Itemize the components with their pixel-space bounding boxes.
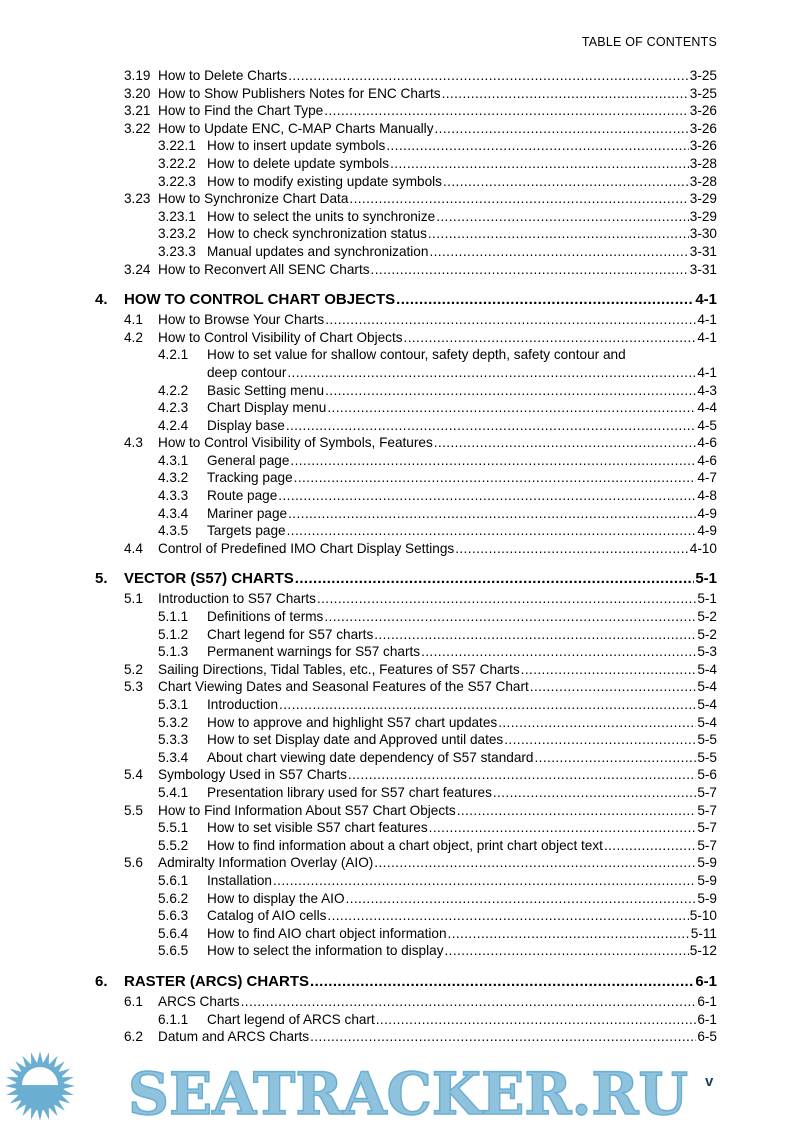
toc-entry[interactable] bbox=[95, 608, 717, 626]
entry-title: General page bbox=[207, 452, 290, 468]
entry-title: How to check synchronization status bbox=[207, 226, 427, 242]
toc-entry[interactable] bbox=[95, 696, 717, 714]
entry-page: 5-12 bbox=[689, 943, 717, 959]
entry-title: Control of Predefined IMO Chart Display Settings bbox=[158, 540, 455, 556]
entry-number: 5.5.1 bbox=[158, 820, 189, 836]
entry-page: 5-4 bbox=[697, 661, 717, 677]
entry-page: 5-5 bbox=[697, 732, 717, 748]
dot-leader bbox=[273, 872, 696, 890]
entry-number: 5.6.2 bbox=[158, 890, 189, 906]
dot-leader bbox=[457, 802, 697, 820]
sun-ray bbox=[54, 1100, 65, 1111]
sun-ray bbox=[31, 1107, 37, 1120]
sun-ray bbox=[10, 1069, 22, 1078]
toc-entry[interactable] bbox=[95, 173, 717, 191]
entry-number: 5.2 bbox=[124, 661, 143, 677]
entry-page: 3-29 bbox=[689, 191, 717, 207]
entry-title: Catalog of AIO cells bbox=[207, 908, 327, 924]
entry-title: Chart legend for S57 charts bbox=[207, 626, 374, 642]
dot-leader bbox=[294, 469, 697, 487]
entry-number: 4.2.3 bbox=[158, 400, 189, 416]
entry-title: ARCS Charts bbox=[158, 993, 240, 1009]
toc-entry[interactable] bbox=[95, 540, 717, 558]
entry-title: How to Reconvert All SENC Charts bbox=[158, 261, 370, 277]
entry-number: 5.3.1 bbox=[158, 697, 189, 712]
entry-page: 4-6 bbox=[697, 435, 717, 451]
toc-entry[interactable] bbox=[95, 993, 717, 1011]
entry-page: 5-7 bbox=[697, 837, 717, 853]
page-number: v bbox=[705, 1073, 714, 1090]
toc-entry[interactable] bbox=[95, 329, 717, 347]
dot-leader bbox=[429, 243, 688, 261]
dot-leader bbox=[530, 678, 697, 696]
sun-ray bbox=[6, 1077, 19, 1083]
watermark bbox=[0, 1050, 793, 1122]
toc-entry[interactable] bbox=[95, 85, 717, 103]
dot-leader bbox=[287, 522, 697, 540]
entry-number: 5.1.1 bbox=[158, 609, 189, 625]
dot-leader bbox=[349, 190, 688, 208]
entry-page: 6-1 bbox=[697, 1011, 717, 1027]
toc-entry[interactable] bbox=[95, 225, 717, 243]
sun-ray bbox=[43, 1052, 49, 1065]
entry-title: Chart Viewing Dates and Seasonal Features of the S57 Chart bbox=[158, 679, 529, 695]
entry-number: 6.2 bbox=[124, 1029, 143, 1045]
entry-page: 5-5 bbox=[697, 749, 717, 765]
dot-leader bbox=[327, 399, 696, 417]
entry-title: How to Find the Chart Type bbox=[158, 103, 324, 119]
entry-page: 4-1 bbox=[697, 364, 717, 380]
entry-number: 3.22.2 bbox=[158, 155, 196, 171]
entry-title: How to set Display date and Approved until dates bbox=[207, 732, 504, 748]
sun-logo-icon bbox=[5, 1051, 75, 1121]
dot-leader bbox=[346, 890, 697, 908]
dot-leader bbox=[325, 382, 696, 400]
dot-leader bbox=[604, 837, 696, 855]
entry-title: How to Find Information About S57 Chart Objects bbox=[158, 802, 456, 818]
toc-entry[interactable] bbox=[95, 890, 717, 908]
entry-number: 4.4 bbox=[124, 540, 143, 556]
entry-page: 5-9 bbox=[697, 855, 717, 871]
dot-leader bbox=[288, 67, 689, 85]
entry-number: 4.2.4 bbox=[158, 417, 189, 433]
entry-title: Chart legend of ARCS chart bbox=[207, 1011, 375, 1027]
entry-page: 5-1 bbox=[695, 570, 717, 588]
entry-number: 5.1.2 bbox=[158, 626, 189, 642]
dot-leader bbox=[521, 661, 697, 679]
entry-page: 3-28 bbox=[689, 173, 717, 189]
entry-title: How to Control Visibility of Symbols, Features bbox=[158, 435, 433, 451]
entry-number: 3.23.2 bbox=[158, 226, 196, 242]
entry-title: Permanent warnings for S57 charts bbox=[207, 644, 421, 660]
sun-ray bbox=[15, 1061, 26, 1072]
entry-page: 3-31 bbox=[689, 243, 717, 259]
watermark-text: SEATRACKER.RU bbox=[128, 1060, 688, 1122]
entry-number: 5.4.1 bbox=[158, 784, 189, 800]
entry-number: 4.2 bbox=[124, 329, 143, 345]
entry-page: 3-25 bbox=[689, 85, 717, 101]
sun-ray bbox=[37, 1051, 43, 1063]
dot-leader bbox=[376, 1011, 697, 1029]
toc-entry[interactable] bbox=[95, 434, 717, 452]
entry-number: 3.23 bbox=[124, 191, 151, 207]
entry-page: 3-25 bbox=[689, 68, 717, 83]
toc-entry[interactable] bbox=[95, 784, 717, 802]
dot-leader bbox=[396, 289, 694, 311]
toc-entry[interactable] bbox=[95, 243, 717, 261]
toc-entry[interactable] bbox=[95, 346, 717, 364]
entry-number: 5.6.4 bbox=[158, 925, 189, 941]
sun-ray bbox=[58, 1095, 70, 1104]
toc-chapter[interactable] bbox=[95, 568, 717, 590]
toc-entry[interactable] bbox=[95, 854, 717, 872]
entry-page: 3-30 bbox=[689, 226, 717, 242]
entry-number: 5.6.3 bbox=[158, 908, 189, 924]
entry-page: 5-4 bbox=[697, 679, 717, 695]
entry-page: 3-31 bbox=[689, 261, 717, 277]
entry-number: 5.6.5 bbox=[158, 943, 189, 959]
toc-entry[interactable] bbox=[95, 925, 717, 943]
entry-title: How to select the information to display bbox=[207, 943, 444, 959]
toc-entry[interactable] bbox=[95, 643, 717, 661]
dot-leader bbox=[493, 784, 696, 802]
entry-page: 4-1 bbox=[697, 312, 717, 328]
entry-title: Mariner page bbox=[207, 505, 288, 521]
toc-entry[interactable] bbox=[95, 626, 717, 644]
toc-entry[interactable] bbox=[95, 590, 717, 608]
toc-entry[interactable] bbox=[95, 102, 717, 120]
entry-page: 5-7 bbox=[697, 820, 717, 836]
toc-entry[interactable] bbox=[95, 505, 717, 523]
entry-number: 5.6 bbox=[124, 855, 143, 871]
entry-number: 3.22.3 bbox=[158, 173, 196, 189]
entry-page: 5-4 bbox=[697, 697, 717, 712]
toc-entry[interactable] bbox=[95, 1028, 717, 1046]
toc-entry[interactable] bbox=[95, 714, 717, 732]
dot-leader bbox=[374, 626, 696, 644]
entry-title: Display base bbox=[207, 417, 285, 433]
dot-leader bbox=[288, 505, 696, 523]
entry-title: How to approve and highlight S57 chart updates bbox=[207, 714, 498, 730]
entry-number: 3.23.1 bbox=[158, 208, 196, 224]
entry-page: 3-26 bbox=[689, 120, 717, 136]
entry-title: How to insert update symbols bbox=[207, 138, 386, 154]
entry-page: 5-1 bbox=[697, 591, 717, 607]
entry-title: Introduction to S57 Charts bbox=[158, 591, 316, 607]
entry-page: 5-11 bbox=[690, 925, 717, 941]
toc-entry[interactable] bbox=[95, 661, 717, 679]
entry-page: 4-1 bbox=[697, 329, 717, 345]
dot-leader bbox=[434, 434, 697, 452]
toc-chapter[interactable] bbox=[95, 971, 717, 993]
sun-disc bbox=[16, 1062, 64, 1110]
dot-leader bbox=[287, 364, 696, 382]
entry-number: 5.3 bbox=[124, 679, 143, 695]
entry-title: Presentation library used for S57 chart features bbox=[207, 784, 492, 800]
sun-ray bbox=[49, 1104, 58, 1116]
toc-entry[interactable] bbox=[95, 120, 717, 138]
toc-entry[interactable] bbox=[95, 819, 717, 837]
entry-number: 3.20 bbox=[124, 85, 151, 101]
entry-number: 5.1.3 bbox=[158, 644, 189, 660]
entry-page: 3-29 bbox=[689, 208, 717, 224]
entry-page: 3-26 bbox=[689, 138, 717, 154]
entry-number: 6.1.1 bbox=[158, 1011, 189, 1027]
entry-number: 5.5.2 bbox=[158, 837, 189, 853]
table-of-contents bbox=[95, 67, 717, 1046]
dot-leader bbox=[278, 487, 696, 505]
sun-ray bbox=[23, 1056, 32, 1068]
running-header: TABLE OF CONTENTS bbox=[581, 35, 717, 49]
entry-number: 4.3 bbox=[124, 435, 143, 451]
toc-entry[interactable] bbox=[95, 399, 717, 417]
entry-title: Tracking page bbox=[207, 470, 293, 486]
dot-leader bbox=[371, 261, 689, 279]
dot-leader bbox=[295, 568, 695, 590]
sun-ray bbox=[61, 1089, 74, 1095]
entry-page: 5-2 bbox=[697, 626, 717, 642]
entry-page: 5-4 bbox=[697, 714, 717, 730]
dot-leader bbox=[455, 540, 689, 558]
entry-number: 5. bbox=[95, 570, 108, 588]
dot-leader bbox=[286, 417, 697, 435]
entry-page: 4-5 bbox=[697, 417, 717, 433]
toc-entry[interactable] bbox=[95, 469, 717, 487]
toc-entry[interactable] bbox=[95, 190, 717, 208]
entry-title: Chart Display menu bbox=[207, 400, 327, 416]
entry-page: 4-9 bbox=[697, 523, 717, 539]
entry-title: Admiralty Information Overlay (AIO) bbox=[158, 855, 374, 871]
dot-leader bbox=[443, 173, 689, 191]
toc-entry[interactable] bbox=[95, 749, 717, 767]
sun-ray bbox=[49, 1056, 58, 1068]
entry-number: 6.1 bbox=[124, 993, 143, 1009]
entry-title: How to find AIO chart object information bbox=[207, 925, 447, 941]
entry-page: 5-6 bbox=[697, 767, 717, 783]
entry-page: 4-9 bbox=[697, 505, 717, 521]
entry-number: 4.3.2 bbox=[158, 470, 189, 486]
dot-leader bbox=[348, 766, 696, 784]
entry-number: 4.3.3 bbox=[158, 488, 189, 504]
entry-title: How to set visible S57 chart features bbox=[207, 820, 428, 836]
dot-leader bbox=[421, 643, 696, 661]
dot-leader bbox=[436, 208, 689, 226]
entry-number: 3.21 bbox=[124, 103, 151, 119]
toc-entry[interactable] bbox=[95, 907, 717, 925]
entry-page: 5-3 bbox=[697, 644, 717, 660]
entry-title: How to Update ENC, C-MAP Charts Manually bbox=[158, 120, 434, 136]
entry-page: 5-7 bbox=[697, 784, 717, 800]
entry-title: Route page bbox=[207, 488, 278, 504]
sun-ray bbox=[5, 1083, 17, 1089]
entry-number: 5.6.1 bbox=[158, 872, 189, 888]
entry-title: How to find information about a chart object, print chart object text bbox=[207, 837, 603, 853]
toc-entry[interactable] bbox=[95, 67, 717, 85]
toc-entry[interactable] bbox=[95, 522, 717, 540]
entry-page: 4-6 bbox=[697, 452, 717, 468]
entry-number: 3.22 bbox=[124, 120, 151, 136]
dot-leader bbox=[279, 696, 696, 714]
entry-title: How to Synchronize Chart Data bbox=[158, 191, 349, 207]
dot-leader bbox=[386, 137, 688, 155]
sun-ray bbox=[63, 1083, 75, 1089]
sun-ray bbox=[43, 1107, 49, 1120]
entry-number: 4.3.4 bbox=[158, 505, 189, 521]
entry-title: Sailing Directions, Tidal Tables, etc., Features of S57 Charts bbox=[158, 661, 520, 677]
dot-leader bbox=[404, 329, 697, 347]
toc-entry[interactable] bbox=[95, 417, 717, 435]
entry-page: 3-26 bbox=[689, 103, 717, 119]
entry-number: 5.3.2 bbox=[158, 714, 189, 730]
sun-ray bbox=[37, 1109, 43, 1121]
sun-ray bbox=[6, 1089, 19, 1095]
sun-ray bbox=[61, 1077, 74, 1083]
dot-leader bbox=[435, 120, 689, 138]
dot-leader bbox=[310, 971, 694, 993]
dot-leader bbox=[534, 749, 696, 767]
entry-title: Manual updates and synchronization bbox=[207, 243, 429, 259]
entry-title: Installation bbox=[207, 872, 272, 888]
sun-ray bbox=[15, 1100, 26, 1111]
dot-leader bbox=[445, 942, 689, 960]
entry-number: 3.19 bbox=[124, 68, 151, 83]
entry-title: How to Delete Charts bbox=[158, 68, 288, 83]
sun-ray bbox=[54, 1061, 65, 1072]
sun-ray bbox=[10, 1095, 22, 1104]
entry-title: How to display the AIO bbox=[207, 890, 345, 906]
entry-page: 4-1 bbox=[695, 291, 717, 309]
entry-page: 5-7 bbox=[697, 802, 717, 818]
dot-leader bbox=[498, 714, 696, 732]
entry-page: 6-1 bbox=[697, 993, 717, 1009]
entry-number: 3.24 bbox=[124, 261, 151, 277]
entry-title: VECTOR (S57) CHARTS bbox=[124, 570, 294, 588]
dot-leader bbox=[374, 854, 696, 872]
entry-title: How to set value for shallow contour, safety depth, safety contour and bbox=[207, 347, 626, 363]
entry-title: Datum and ARCS Charts bbox=[158, 1029, 310, 1045]
entry-page: 4-4 bbox=[697, 400, 717, 416]
entry-title: How to delete update symbols bbox=[207, 155, 390, 171]
toc-entry[interactable] bbox=[95, 137, 717, 155]
entry-title: How to select the units to synchronize bbox=[207, 208, 436, 224]
entry-number: 3.23.3 bbox=[158, 243, 196, 259]
dot-leader bbox=[324, 102, 689, 120]
entry-number: 4.2.1 bbox=[158, 347, 189, 363]
entry-number: 4.2.2 bbox=[158, 382, 189, 398]
entry-title: Targets page bbox=[207, 523, 286, 539]
dot-leader bbox=[442, 85, 689, 103]
toc-entry[interactable] bbox=[95, 382, 717, 400]
sun-ray bbox=[23, 1104, 32, 1116]
sun-ray bbox=[58, 1069, 70, 1078]
toc-entry[interactable] bbox=[95, 452, 717, 470]
entry-number: 5.1 bbox=[124, 591, 143, 607]
dot-leader bbox=[290, 452, 696, 470]
entry-title: About chart viewing date dependency of S57 standard bbox=[207, 749, 534, 765]
entry-page: 6-1 bbox=[695, 972, 717, 990]
entry-title: How to Browse Your Charts bbox=[158, 312, 325, 328]
dot-leader bbox=[448, 925, 690, 943]
entry-page: 5-9 bbox=[697, 890, 717, 906]
entry-number: 6. bbox=[95, 972, 108, 990]
dot-leader bbox=[325, 311, 696, 329]
entry-page: 5-2 bbox=[697, 609, 717, 625]
entry-title: Introduction bbox=[207, 697, 279, 712]
toc-entry[interactable] bbox=[95, 487, 717, 505]
toc-entry[interactable] bbox=[95, 731, 717, 749]
entry-title: RASTER (ARCS) CHARTS bbox=[124, 972, 309, 990]
entry-number: 3.22.1 bbox=[158, 138, 196, 154]
toc-entry[interactable] bbox=[95, 311, 717, 329]
entry-number: 4.3.5 bbox=[158, 523, 189, 539]
entry-title: Basic Setting menu bbox=[207, 382, 325, 398]
entry-number: 5.3.4 bbox=[158, 749, 189, 765]
entry-number: 4.3.1 bbox=[158, 452, 189, 468]
toc-entry[interactable] bbox=[95, 942, 717, 960]
entry-title-continued: deep contour bbox=[207, 364, 287, 380]
toc-entry[interactable] bbox=[95, 678, 717, 696]
entry-title: How to modify existing update symbols bbox=[207, 173, 442, 189]
entry-page: 4-10 bbox=[689, 540, 717, 556]
sun-ray bbox=[31, 1052, 37, 1065]
entry-page: 5-9 bbox=[697, 872, 717, 888]
toc-entry[interactable] bbox=[95, 261, 717, 279]
entry-title: HOW TO CONTROL CHART OBJECTS bbox=[124, 291, 396, 309]
entry-number: 5.4 bbox=[124, 767, 143, 783]
entry-title: Symbology Used in S57 Charts bbox=[158, 767, 347, 783]
toc-chapter[interactable] bbox=[95, 289, 717, 311]
toc-entry[interactable] bbox=[95, 208, 717, 226]
entry-page: 4-8 bbox=[697, 488, 717, 504]
toc-entry[interactable] bbox=[95, 872, 717, 890]
entry-number: 4. bbox=[95, 291, 108, 309]
dot-leader bbox=[327, 907, 688, 925]
dot-leader bbox=[310, 1028, 696, 1046]
dot-leader bbox=[317, 590, 696, 608]
toc-entry[interactable] bbox=[95, 802, 717, 820]
entry-number: 4.1 bbox=[124, 312, 143, 328]
toc-entry[interactable] bbox=[95, 155, 717, 173]
toc-entry[interactable] bbox=[95, 837, 717, 855]
sun-highlight bbox=[22, 1067, 58, 1085]
entry-title: Definitions of terms bbox=[207, 609, 324, 625]
entry-page: 6-5 bbox=[697, 1029, 717, 1045]
entry-number: 5.5 bbox=[124, 802, 143, 818]
entry-page: 5-10 bbox=[689, 908, 717, 924]
dot-leader bbox=[428, 225, 689, 243]
entry-title: How to Control Visibility of Chart Objects bbox=[158, 329, 403, 345]
entry-title: How to Show Publishers Notes for ENC Charts bbox=[158, 85, 441, 101]
entry-page: 4-3 bbox=[697, 382, 717, 398]
toc-entry[interactable] bbox=[95, 766, 717, 784]
dot-leader bbox=[504, 731, 696, 749]
entry-number: 5.3.3 bbox=[158, 732, 189, 748]
dot-leader bbox=[241, 993, 697, 1011]
dot-leader bbox=[324, 608, 696, 626]
dot-leader bbox=[390, 155, 689, 173]
toc-entry[interactable] bbox=[95, 1011, 717, 1029]
dot-leader bbox=[429, 819, 697, 837]
entry-page: 4-7 bbox=[697, 470, 717, 486]
entry-page: 3-28 bbox=[689, 155, 717, 171]
toc-entry[interactable] bbox=[95, 364, 717, 382]
